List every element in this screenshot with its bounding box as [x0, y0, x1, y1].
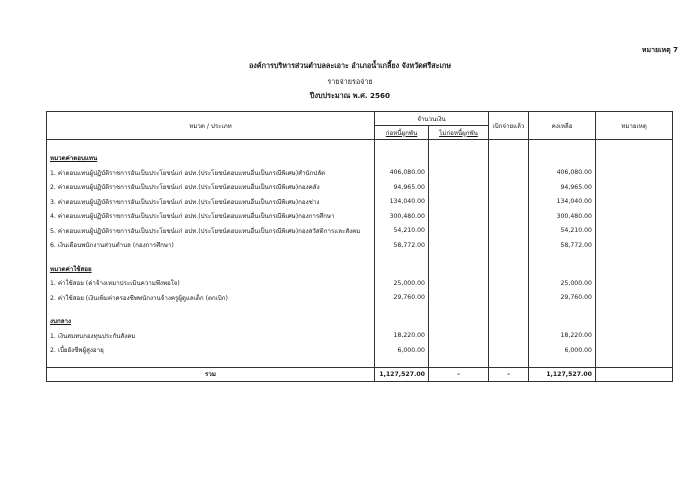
row-remaining: 54,210.00: [529, 224, 596, 239]
row-remaining: 6,000.00: [529, 343, 596, 358]
row-label: 1. ค่าใช้สอย (ค่าจ้างเหมาประเมินความพึงพอใจ): [47, 276, 375, 291]
note-number: หมายเหตุ 7: [641, 46, 678, 54]
row-label: 2. ค่าตอบแทนผู้ปฏิบัติราชการอันเป็นประโยชน์แก่ อปท.(ประโยชน์ตอบแทนอื่นเป็นกรณีพิเศษ)กองคลัง: [47, 180, 375, 195]
total-without-obligation: -: [429, 367, 489, 381]
table-row: [47, 238, 673, 253]
row-with-obligation: 54,210.00: [375, 224, 429, 239]
row-label: 2. ค่าใช้สอย (เงินเพิ่มค่าครองชีพพนักงานจ้างครูผู้ดูแลเด็ก (ตกเบิก): [47, 291, 375, 306]
col-amount-group: จำนวนเงิน: [375, 112, 489, 126]
row-with-obligation: 406,080.00: [375, 166, 429, 181]
section-title: หมวดค่าใช้สอย: [47, 262, 375, 277]
col-disbursed: เบิกจ่ายแล้ว: [489, 112, 529, 140]
col-remark: หมายเหตุ: [596, 112, 673, 140]
table-row: [47, 291, 673, 306]
table-row: [47, 180, 673, 195]
row-with-obligation: 25,000.00: [375, 276, 429, 291]
row-remaining: 25,000.00: [529, 276, 596, 291]
table-row: [47, 343, 673, 358]
total-row: [47, 367, 673, 381]
table-row: [47, 195, 673, 210]
report-subtitle: รายจ่ายรอจ่าย: [327, 77, 373, 86]
row-with-obligation: 29,760.00: [375, 291, 429, 306]
row-remaining: 134,040.00: [529, 195, 596, 210]
col-category: หมวด / ประเภท: [47, 112, 375, 140]
row-with-obligation: 6,000.00: [375, 343, 429, 358]
row-remaining: 29,760.00: [529, 291, 596, 306]
table-row: [47, 209, 673, 224]
header-row-1: [47, 112, 673, 126]
section-row: [47, 262, 673, 277]
table-row: [47, 166, 673, 181]
row-remaining: 406,080.00: [529, 166, 596, 181]
row-with-obligation: 94,965.00: [375, 180, 429, 195]
total-with-obligation: 1,127,527.00: [375, 367, 429, 381]
row-label: 3. ค่าตอบแทนผู้ปฏิบัติราชการอันเป็นประโยชน์แก่ อปท.(ประโยชน์ตอบแทนอื่นเป็นกรณีพิเศษ)กองช่าง: [47, 195, 375, 210]
row-with-obligation: 58,772.00: [375, 238, 429, 253]
row-remaining: 300,480.00: [529, 209, 596, 224]
table-row: [47, 276, 673, 291]
row-label: 1. เงินสมทบกองทุนประกันสังคม: [47, 329, 375, 344]
org-title: องค์การบริหารส่วนตำบลละเอาะ อำเภอน้ำเกลี้ยง จังหวัดศรีสะเกษ: [248, 61, 451, 70]
section-row: [47, 151, 673, 166]
row-label: 1. ค่าตอบแทนผู้ปฏิบัติราชการอันเป็นประโยชน์แก่ อปท.(ประโยชน์ตอบแทนอื่นเป็นกรณีพิเศษ)สำนักปลัด: [47, 166, 375, 181]
section-title: หมวดค่าตอบแทน: [47, 151, 375, 166]
row-with-obligation: 134,040.00: [375, 195, 429, 210]
row-label: 2. เบี้ยยังชีพผู้สูงอายุ: [47, 343, 375, 358]
total-label: รวม: [47, 367, 375, 381]
row-remaining: 18,220.00: [529, 329, 596, 344]
section-row: [47, 314, 673, 329]
table-row: [47, 329, 673, 344]
row-remaining: 58,772.00: [529, 238, 596, 253]
section-title: งบกลาง: [47, 314, 375, 329]
row-label: 4. ค่าตอบแทนผู้ปฏิบัติราชการอันเป็นประโยชน์แก่ อปท.(ประโยชน์ตอบแทนอื่นเป็นกรณีพิเศษ)กองการศึกษา: [47, 209, 375, 224]
table-row: [47, 224, 673, 239]
total-remaining: 1,127,527.00: [529, 367, 596, 381]
fiscal-year: ปีงบประมาณ พ.ศ. 2560: [309, 91, 391, 100]
row-label: 5. ค่าตอบแทนผู้ปฏิบัติราชการอันเป็นประโยชน์แก่ อปท.(ประโยชน์ตอบแทนอื่นเป็นกรณีพิเศษ)กองสวัสดิการและสังคม: [47, 224, 375, 239]
total-disbursed: -: [489, 367, 529, 381]
row-remaining: 94,965.00: [529, 180, 596, 195]
row-with-obligation: 300,480.00: [375, 209, 429, 224]
row-with-obligation: 18,220.00: [375, 329, 429, 344]
col-remaining: คงเหลือ: [529, 112, 596, 140]
col-without-obligation: ไม่ก่อหนี้ผูกพัน: [429, 126, 489, 140]
row-label: 6. เงินเดือนพนักงานส่วนตำบล (กองการศึกษา): [47, 238, 375, 253]
col-with-obligation: ก่อหนี้ผูกพัน: [375, 126, 429, 140]
budget-table: [46, 111, 673, 382]
